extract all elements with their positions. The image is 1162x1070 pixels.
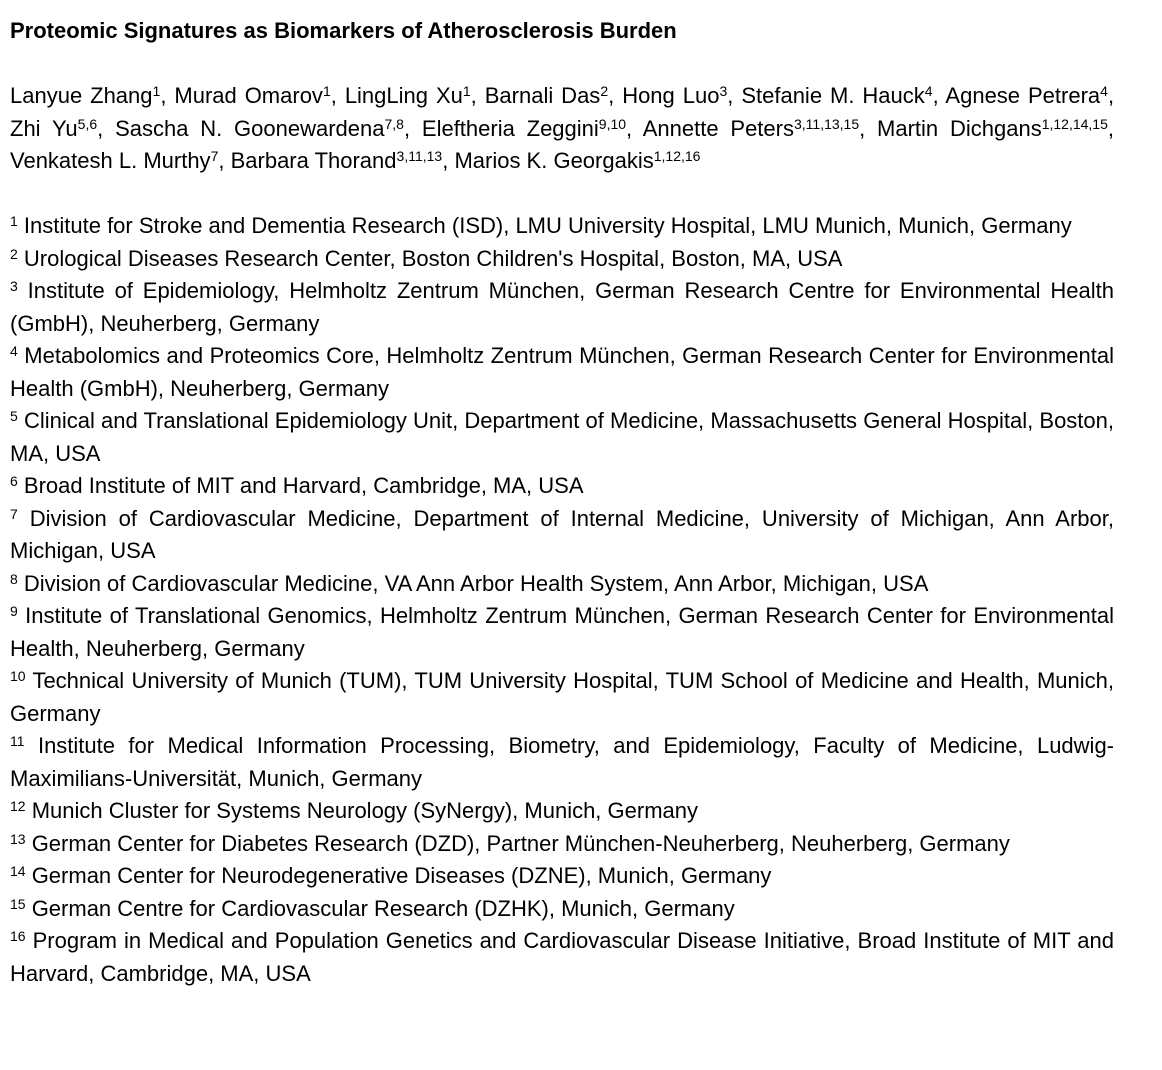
author [485,83,622,108]
affiliation-text: Institute of Epidemiology, Helmholtz Zentrum München, German Research Centre for Environmental Health (GmbH), Neuherberg, Germany [10,278,1114,336]
affiliation-item [10,828,1114,861]
affiliation-text: Institute for Stroke and Dementia Research (ISD), LMU University Hospital, LMU Munich, Munich, Germany [17,213,1072,238]
affiliation-text: Broad Institute of MIT and Harvard, Cambridge, MA, USA [17,473,584,498]
author-affiliation-marker: 3,11,13 [396,148,443,164]
affiliation-item [10,210,1114,243]
author [345,83,485,108]
affiliation-item [10,568,1114,601]
affiliation-number: 13 [10,830,26,847]
author-separator: , [442,148,455,173]
author-affiliation-marker: 1,12,16 [653,148,701,164]
author-affiliation-marker: 3,11,13,15 [793,115,860,132]
author-affiliation-marker: 3 [719,83,728,99]
author [945,83,1114,108]
author [422,116,643,141]
affiliation-text: German Center for Diabetes Research (DZD), Partner München-Neuherberg, Neuherberg, Germany [25,830,1010,856]
author-affiliation-marker: 2 [600,83,609,99]
paper-title: Proteomic Signatures as Biomarkers of Atherosclerosis Burden [10,18,677,43]
author-affiliation-marker: 1 [152,83,161,99]
affiliation-text: Institute of Translational Genomics, Helmholtz Zentrum München, German Research Center for Environmental Health, Neuherberg, Germany [10,603,1114,661]
affiliation-text: Institute for Medical Information Processing, Biometry, and Epidemiology, Faculty of Medicine, Ludwig-Maximilians-Universität, Munich, Germany [10,733,1114,791]
affiliation-text: Division of Cardiovascular Medicine, VA Ann Arbor Health System, Ann Arbor, Michigan, USA [17,570,929,596]
affiliation-number: 7 [10,505,18,522]
author-name: Eleftheria Zeggini [421,115,599,141]
affiliation-text: Division of Cardiovascular Medicine, Department of Internal Medicine, University of Michigan, Ann Arbor, Michigan, USA [10,505,1114,563]
affiliation-text: Technical University of Munich (TUM), TUM University Hospital, TUM School of Medicine and Health, Munich, Germany [10,668,1114,726]
author-affiliation-marker: 1,12,14,15 [1041,115,1108,132]
author-separator: , [608,83,623,108]
affiliation-item [10,893,1114,926]
affiliation-text: Program in Medical and Population Genetics and Cardiovascular Disease Initiative, Broad Institute of MIT and Harvard, Cambridge, MA, USA [10,928,1114,986]
affiliation-number: 8 [10,570,18,587]
affiliation-number: 3 [10,278,18,294]
affiliation-item [10,470,1114,503]
affiliation-text: Urological Diseases Research Center, Boston Children's Hospital, Boston, MA, USA [17,245,843,271]
author [741,83,945,108]
author-name: Murad Omarov [174,83,323,108]
affiliation-text: Munich Cluster for Systems Neurology (SyNergy), Munich, Germany [25,798,699,823]
author-affiliation-marker: 1 [462,83,471,99]
affiliation-item [10,405,1114,470]
affiliation-item [10,600,1114,665]
author-separator: , [218,148,231,173]
author [174,83,344,108]
affiliation-item [10,730,1114,795]
author-affiliation-marker: 1 [322,83,331,99]
author-separator: , [403,115,422,141]
author-name: LingLing Xu [344,83,463,108]
author-name: Hong Luo [622,83,720,108]
affiliation-number: 9 [10,603,18,619]
author [10,116,115,141]
author [622,83,741,108]
author-name: Marios K. Georgakis [454,148,654,173]
author-separator: , [626,115,643,141]
affiliation-number: 2 [10,245,18,262]
affiliation-item [10,243,1114,276]
author-separator: , [727,83,742,108]
author-affiliation-marker: 4 [924,83,933,99]
author [643,116,877,141]
author [877,116,1114,141]
affiliation-text: Clinical and Translational Epidemiology Unit, Department of Medicine, Massachusetts General Hospital, Boston, MA, USA [10,408,1114,466]
affiliation-list [10,210,1114,990]
author [454,148,700,173]
affiliation-number: 4 [10,343,18,359]
author-separator: , [160,83,175,108]
author-separator: , [330,83,345,108]
author-separator: , [1107,115,1114,141]
affiliation-text: German Center for Neurodegenerative Diseases (DZNE), Munich, Germany [25,863,772,888]
affiliation-item [10,665,1114,730]
author [115,116,422,141]
author-affiliation-marker: 7 [210,148,219,164]
affiliation-number: 16 [10,928,26,944]
affiliation-number: 12 [10,798,26,814]
author-name: Sascha N. Goonewardena [115,115,385,141]
author [10,83,174,108]
author-list [10,80,1114,178]
author-affiliation-marker: 9,10 [598,115,627,132]
affiliation-item [10,275,1114,340]
author-name: Annette Peters [642,115,794,141]
author-name: Stefanie M. Hauck [741,83,925,108]
author-name: Lanyue Zhang [10,83,153,108]
author-name: Venkatesh L. Murthy [10,148,211,173]
affiliation-number: 1 [10,213,18,229]
affiliation-number: 14 [10,863,26,879]
affiliation-item [10,860,1114,893]
author-separator: , [932,83,946,108]
author-name: Zhi Yu [10,115,78,141]
affiliation-text: German Centre for Cardiovascular Research (DZHK), Munich, Germany [25,895,735,921]
affiliation-number: 6 [10,473,18,489]
author-affiliation-marker: 7,8 [384,115,404,132]
author-separator: , [859,115,878,141]
affiliation-number: 15 [10,895,26,912]
author-separator: , [470,83,485,108]
affiliation-number: 10 [10,668,26,684]
author-name: Barnali Das [484,83,601,108]
author-name: Martin Dichgans [877,115,1042,141]
author [231,148,455,173]
affiliation-item [10,795,1114,828]
author [10,148,231,173]
affiliation-text: Metabolomics and Proteomics Core, Helmholtz Zentrum München, German Research Center for Environmental Health (GmbH), Neuherberg, Germany [10,343,1114,401]
author-name: Agnese Petrera [945,83,1101,108]
affiliation-item [10,503,1114,568]
author-separator: , [1107,83,1115,108]
affiliation-number: 11 [10,733,25,749]
author-affiliation-marker: 4 [1100,83,1108,99]
author-separator: , [97,115,116,141]
author-affiliation-marker: 5,6 [77,115,98,132]
affiliation-number: 5 [10,408,18,424]
affiliation-item [10,925,1114,990]
affiliation-item [10,340,1114,405]
author-name: Barbara Thorand [230,148,397,173]
